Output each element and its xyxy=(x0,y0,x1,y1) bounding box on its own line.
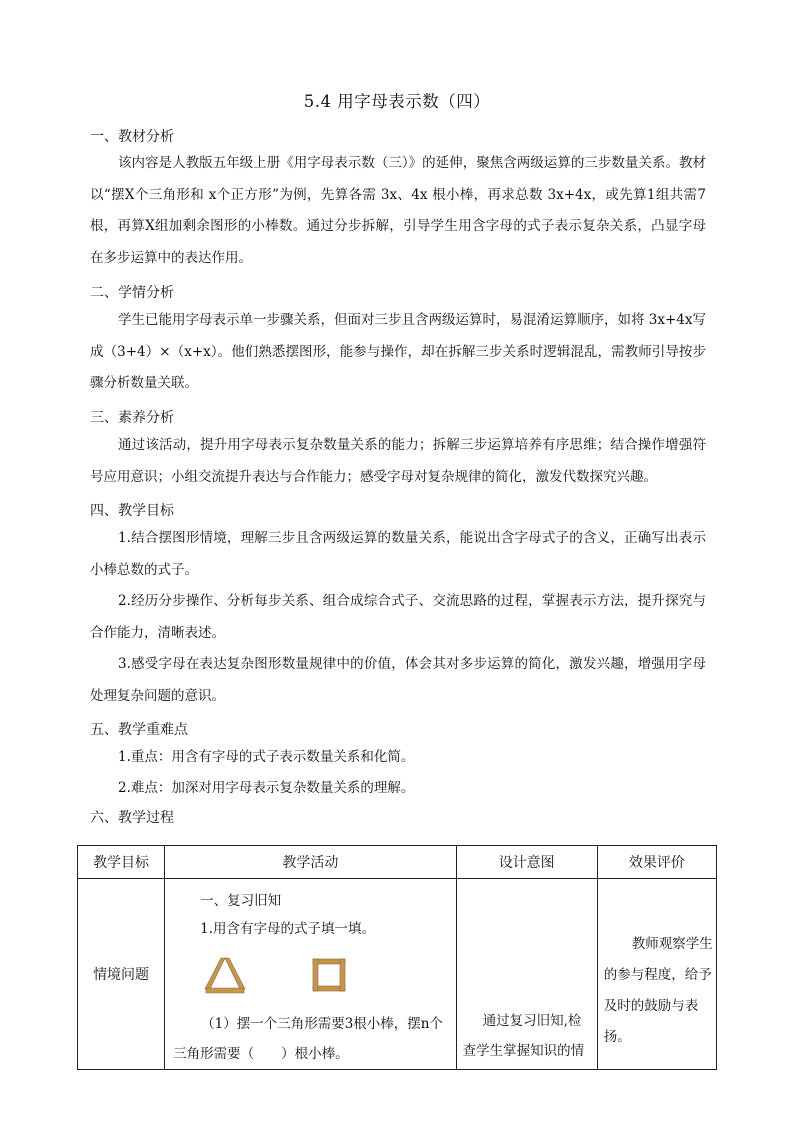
evaluation-text: 教师观察学生的参与程度，给予及时的鼓励与表扬。 xyxy=(603,936,713,1045)
teaching-goal-item-1: 1.结合摆图形情境，理解三步且含两级运算的数量关系，能说出含字母式子的含义，正确写出表示小棒总数的式子。 xyxy=(90,530,706,578)
header-cell-intent: 设计意图 xyxy=(456,846,597,879)
section-heading-key-points: 五、教学重难点 xyxy=(90,722,188,738)
table-row xyxy=(78,879,717,1070)
goal-cell: 情境问题 xyxy=(78,879,165,1070)
header-cell-activity: 教学活动 xyxy=(165,846,456,879)
header-cell-evaluation: 效果评价 xyxy=(597,846,716,879)
header-cell-goal: 教学目标 xyxy=(78,846,165,879)
table-header-row xyxy=(78,846,717,879)
evaluation-cell xyxy=(597,879,716,1070)
matchstick xyxy=(206,988,244,993)
section-heading-student-analysis: 二、学情分析 xyxy=(90,285,174,301)
key-point-item-1: 1.重点：用含有字母的式子表示数量关系和化简。 xyxy=(118,749,415,765)
matchstick xyxy=(313,959,318,991)
design-intent-text: 通过复习旧知,检查学生掌握知识的情 xyxy=(462,1013,585,1059)
activity-exercise-prompt: 1.用含有字母的式子填一填。 xyxy=(200,921,376,937)
section-text-competency-analysis: 通过该活动，提升用字母表示复杂数量关系的能力；拆解三步运算培养有序思维；结合操作增强符号应用意识；小组交流提升表达与合作能力；感受字母对复杂规律的简化，激发代数探究兴趣。 xyxy=(90,437,706,485)
section-heading-competency-analysis: 三、素养分析 xyxy=(90,410,174,426)
matchstick-square-icon xyxy=(311,957,347,993)
key-point-item-2: 2.难点：加深对用字母表示复杂数量关系的理解。 xyxy=(118,780,415,796)
teaching-goal-item-3: 3.感受字母在表达复杂图形数量规律中的价值，体会其对多步运算的简化，激发兴趣，增强用字母处理复杂问题的意识。 xyxy=(90,656,706,704)
section-heading-teaching-process: 六、教学过程 xyxy=(90,810,174,826)
intent-cell xyxy=(456,879,597,1070)
matchstick xyxy=(340,959,345,991)
page-title: 5.4 用字母表示数（四） xyxy=(303,92,491,111)
activity-step-heading: 一、复习旧知 xyxy=(200,893,282,909)
teaching-process-table xyxy=(77,845,717,1070)
section-heading-teaching-goals: 四、教学目标 xyxy=(90,503,174,519)
activity-question: （1）摆一个三角形需要3根小棒，摆n个三角形需要（ ）根小棒。 xyxy=(173,1016,443,1062)
section-heading-textbook-analysis: 一、教材分析 xyxy=(90,129,174,145)
matchstick-triangle-icon xyxy=(203,955,247,995)
section-text-student-analysis: 学生已能用字母表示单一步骤关系，但面对三步且含两级运算时，易混淆运算顺序，如将 3x+4x写成（3+4）×（x+x）。他们熟悉摆图形，能参与操作，却在拆解三步关系时逻辑混乱，需教师引导按步骤分析数量关联。 xyxy=(90,312,707,391)
activity-cell xyxy=(165,879,456,1070)
matchstick xyxy=(225,958,245,989)
teaching-goal-item-2: 2.经历分步操作、分析每步关系、组合成综合式子、交流思路的过程，掌握表示方法，提升探究与合作能力，清晰表述。 xyxy=(90,593,706,641)
section-text-textbook-analysis: 该内容是人教版五年级上册《用字母表示数（三）》的延伸，聚焦含两级运算的三步数量关系。教材以“摆X个三角形和 x个正方形”为例，先算各需 3x、4x 根小棒，再求总数 3x+4x，或先算1组共需7根，再算X组加剩余图形的小棒数。通过分步拆解，引导学生用含字母的式子表示复杂关系，凸显字母在多步运算中的表达作用。 xyxy=(90,155,706,266)
matchstick xyxy=(205,958,225,989)
